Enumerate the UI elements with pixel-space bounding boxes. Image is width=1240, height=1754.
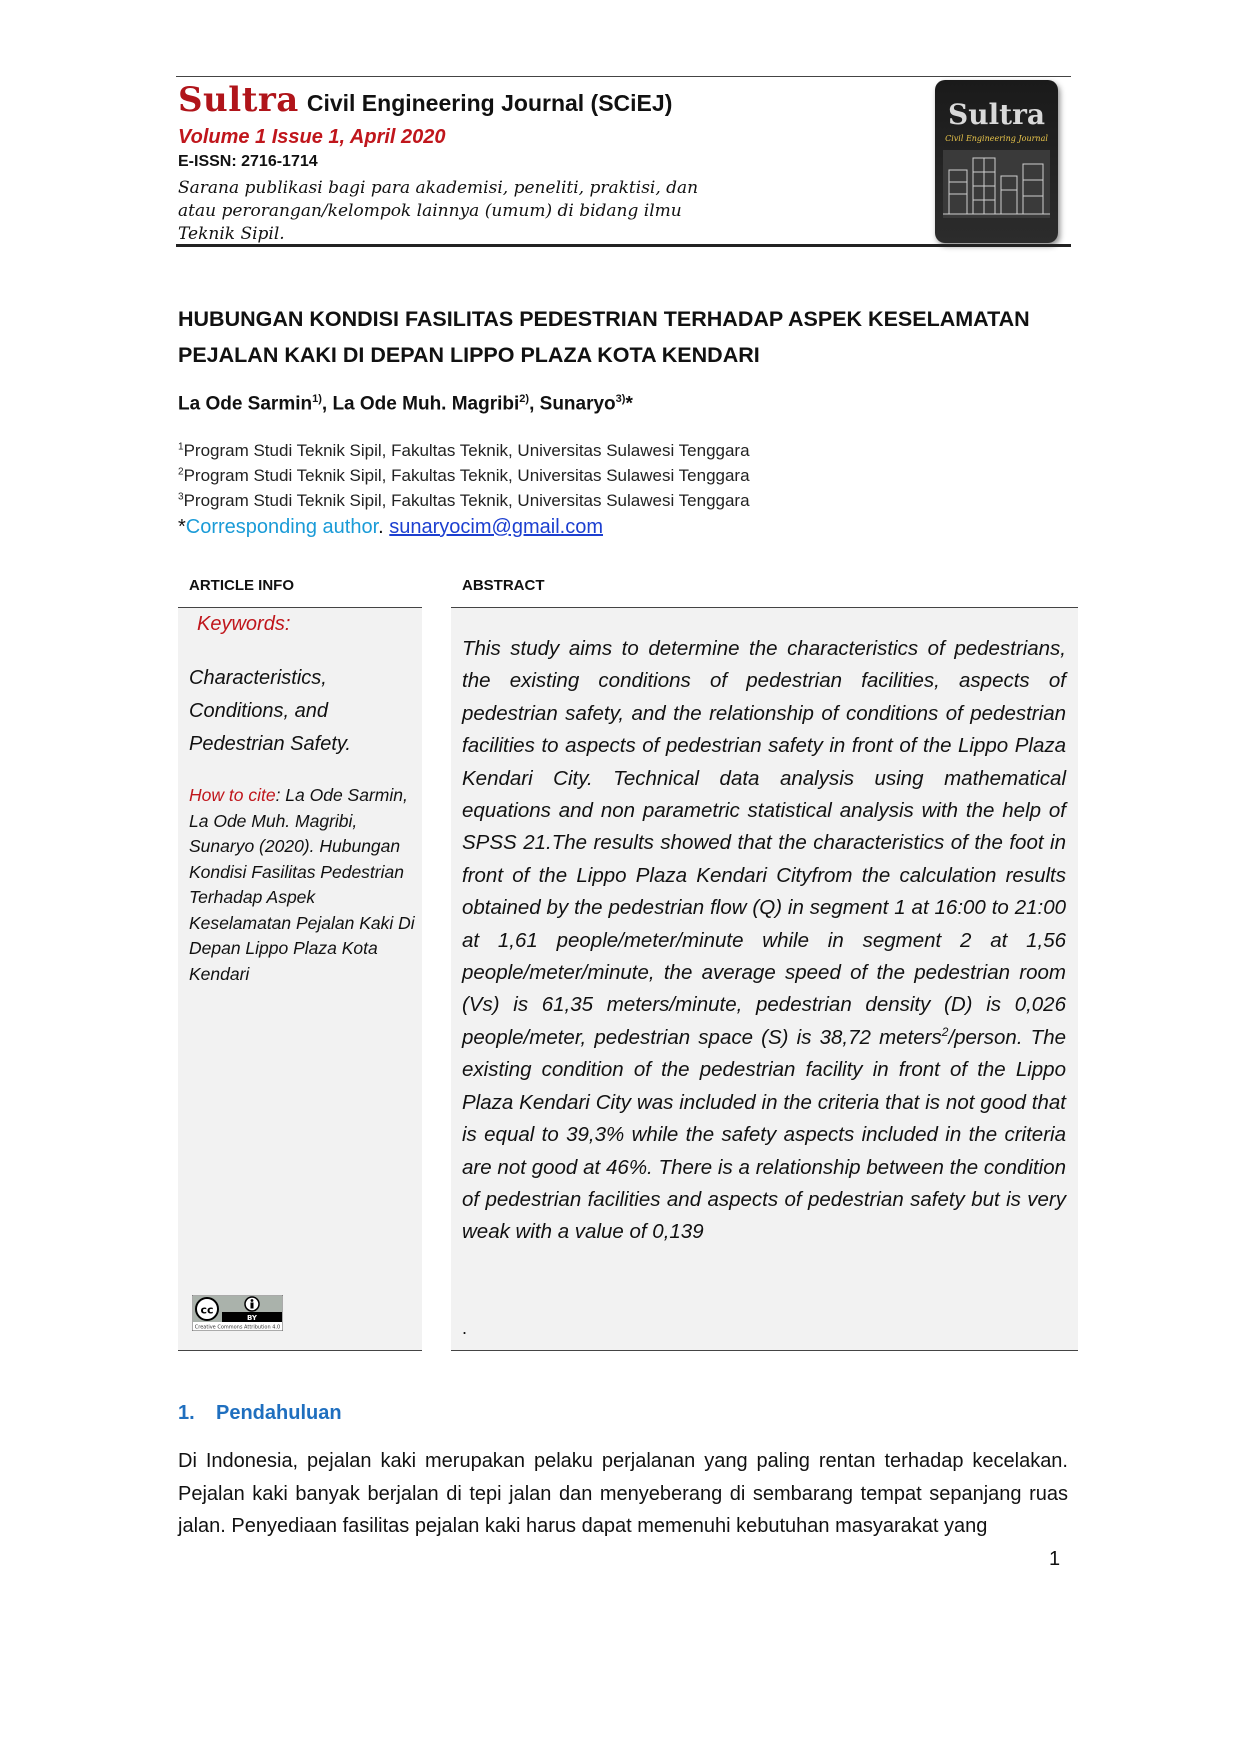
affiliation-1 [178, 441, 750, 461]
affiliation-3 [178, 491, 750, 511]
corresponding-email-link[interactable]: sunaryocim@gmail.com [389, 516, 603, 538]
author-affiliation-mark: 3) [615, 393, 626, 405]
cover-building-illustration [943, 150, 1050, 218]
journal-cover-image [935, 80, 1058, 243]
author-name: La Ode Sarmin [178, 393, 313, 415]
how-to-cite-text: : La Ode Sarmin, La Ode Muh. Magribi, Sunaryo (2020). Hubungan Kondisi Fasilitas Pedestrian Terhadap Aspek Keselamatan Pejalan Kaki Di Depan Lippo Plaza Kota Kendari [189, 785, 415, 984]
cc-by-license-badge[interactable] [192, 1295, 283, 1331]
cover-subtitle: Civil Engineering Journal [945, 134, 1048, 143]
corresponding-author [178, 516, 603, 539]
section-body-paragraph: Di Indonesia, pejalan kaki merupakan pelaku perjalanan yang paling rentan terhadap kecelakan. Pejalan kaki banyak berjalan di tepi jalan dan menyeberang di sembarang tempat sepanjang ruas jalan. Penyediaan fasilitas pejalan kaki harus dapat memenuhi kebutuhan masyarakat yang [178, 1450, 1068, 1537]
author-affiliation-mark: 2) [519, 393, 530, 405]
journal-title [178, 80, 672, 120]
cover-footer [943, 224, 1050, 234]
author-separator: , [529, 393, 540, 415]
affiliation-number: 3 [178, 491, 184, 503]
section-number: 1. [178, 1402, 195, 1424]
keywords-text: Characteristics, Conditions, and Pedestrian Safety. [189, 667, 351, 755]
affiliation-text: Program Studi Teknik Sipil, Fakultas Teknik, Universitas Sulawesi Tenggara [183, 441, 750, 460]
section-heading [178, 1402, 342, 1425]
affiliation-2 [178, 466, 750, 486]
svg-text:BY: BY [246, 1314, 258, 1322]
abstract-text-part-1: This study aims to determine the characteristics of pedestrians, the existing conditions of pedestrian facilities, aspects of pedestrian safety, and the relationship of conditions of pedestrian facilities to aspects of pedestrian safety in front of the Lippo Plaza Kendari City. Technical data analysis using mathematical equations and non parametric statistical analysis with the help of SPSS 21.The results showed that the characteristics of the foot in front of the Lippo Plaza Kendari Cityfrom the calculation results obtained by the pedestrian flow (Q) in segment 1 at 16:00 to 21:00 at 1,61 people/meter/minute while in segment 2 at 1,56 people/meter/minute, the average speed of the pedestrian room (Vs) is 61,35 meters/minute, pedestrian density (D) is 0,026 people/meter, pedestrian space (S) is 38,72 meters [462, 637, 1066, 1049]
attribution-icon [245, 1297, 259, 1311]
journal-tagline: Sarana publikasi bagi para akademisi, peneliti, praktisi, dan atau perorangan/kelompok lainnya (umum) di bidang ilmu Teknik Sipil. [178, 178, 699, 244]
author-separator: * [625, 393, 633, 415]
author-affiliation-mark: 1) [312, 393, 322, 405]
abstract-text-part-2: /person. The existing condition of the pedestrian facility in front of the Lippo Plaza Kendari City was included in the criteria that is not good that is equal to 39,3% while the safety aspects included in the criteria are not good at 46%. There is a relationship between the condition of pedestrian facilities and aspects of pedestrian safety but is very weak with a value of 0,139 [462, 1025, 1067, 1244]
cover-brand: Sultra [947, 98, 1046, 131]
header-bottom-rule [176, 244, 1071, 247]
author-name: La Ode Muh. Magribi [332, 393, 520, 415]
affiliation-text: Program Studi Teknik Sipil, Fakultas Teknik, Universitas Sulawesi Tenggara [183, 466, 750, 485]
affiliation-number: 2 [178, 466, 184, 478]
corresponding-dot: . [378, 516, 390, 538]
corresponding-star: * [178, 516, 186, 538]
journal-brand: Sultra [178, 80, 299, 120]
author-separator: , [321, 393, 333, 415]
journal-name: Civil Engineering Journal (SCiEJ) [306, 90, 673, 116]
abstract-text [462, 633, 1066, 1249]
journal-issn: E-ISSN: 2716-1714 [178, 153, 318, 170]
article-info-heading: ARTICLE INFO [189, 577, 294, 594]
how-to-cite-label: How to cite [189, 785, 276, 805]
affiliation-text: Program Studi Teknik Sipil, Fakultas Teknik, Universitas Sulawesi Tenggara [183, 491, 750, 510]
svg-text:Creative Commons Attribution 4: Creative Commons Attribution 4.0 [194, 1324, 281, 1331]
paper-title [178, 301, 1058, 373]
abstract-trailing-dot: . [462, 1318, 468, 1338]
affiliation-number: 1 [178, 441, 184, 453]
header-top-rule [176, 76, 1071, 77]
section-title: Pendahuluan [216, 1402, 342, 1424]
keywords-label: Keywords: [197, 613, 291, 635]
journal-volume: Volume 1 Issue 1, April 2020 [178, 126, 446, 148]
author-name: Sunaryo [539, 393, 616, 415]
cc-license-icon [196, 1298, 218, 1320]
author-list [178, 393, 633, 415]
page-number: 1 [1049, 1548, 1061, 1570]
svg-text:cc: cc [200, 1303, 214, 1317]
corresponding-label: Corresponding author [185, 516, 379, 538]
how-to-cite [189, 783, 419, 987]
paper-title-line-1: HUBUNGAN KONDISI FASILITAS PEDESTRIAN TERHADAP ASPEK KESELAMATAN [178, 307, 1030, 331]
abstract-heading: ABSTRACT [462, 577, 545, 594]
abstract-superscript: 2 [941, 1025, 949, 1040]
paper-title-line-2: PEJALAN KAKI DI DEPAN LIPPO PLAZA KOTA KENDARI [178, 343, 760, 367]
